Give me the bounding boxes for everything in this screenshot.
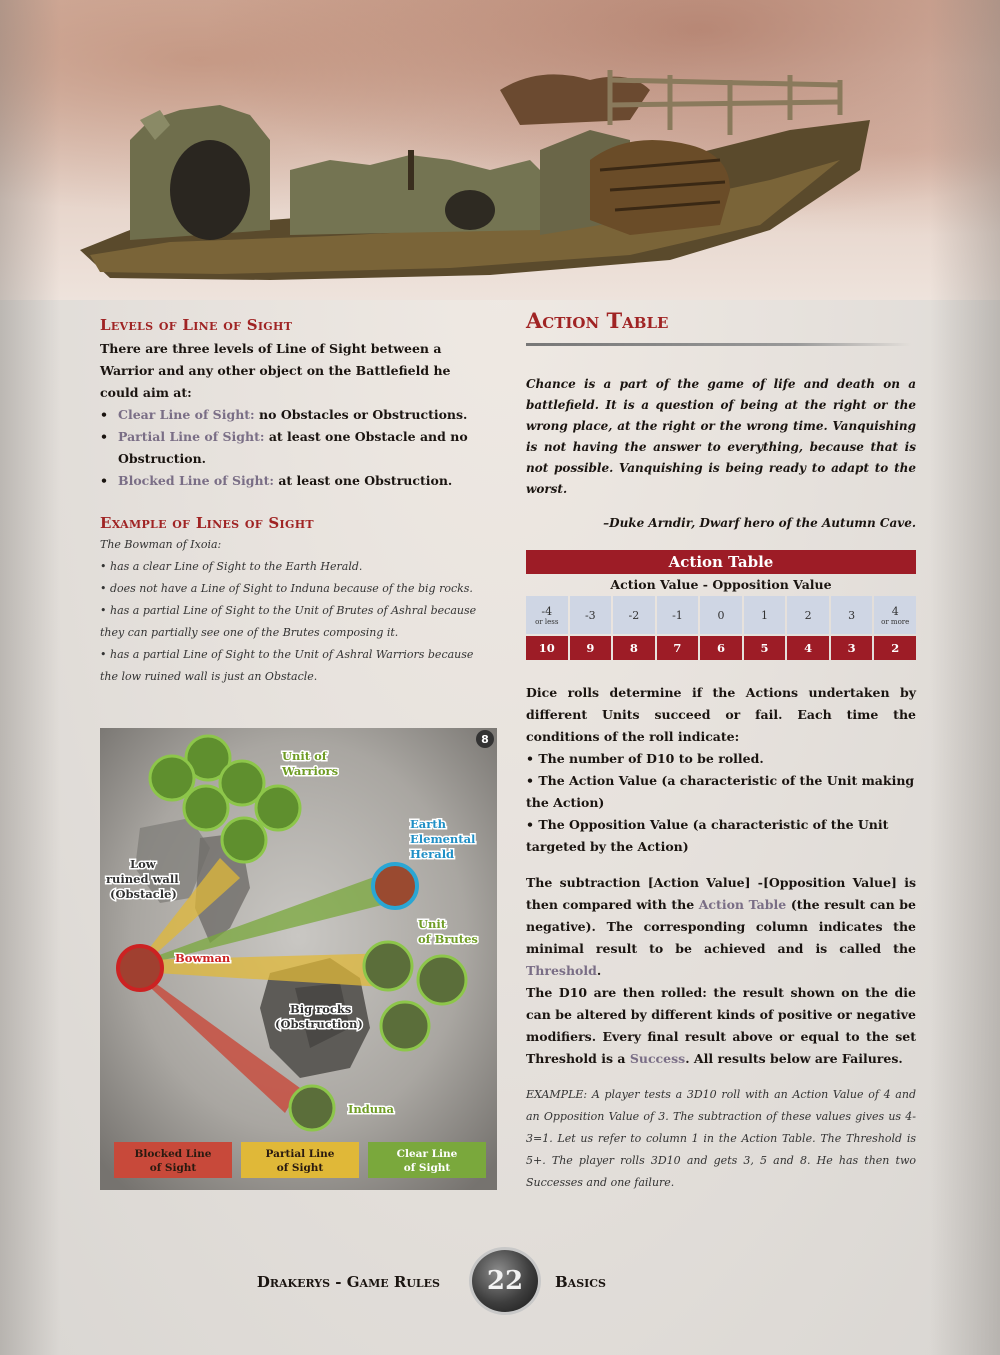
example-line: The Bowman of Ixoia: <box>100 538 222 551</box>
bullet-text: no Obstacles or Obstructions. <box>259 407 468 422</box>
page-number: 22 <box>486 1266 524 1296</box>
example-list <box>100 534 490 688</box>
diff-cell <box>744 596 786 634</box>
label-herald-2: Elemental <box>410 832 476 846</box>
diff-cell <box>613 596 655 634</box>
herald-token <box>373 864 417 908</box>
quote-source: –Duke Arndir, Dwarf hero of the Autumn Cave. <box>603 516 916 530</box>
diff-value: -1 <box>672 608 683 622</box>
label-big-rocks-2: (Obstruction) <box>275 1017 363 1031</box>
threshold-link: Threshold <box>526 963 597 978</box>
example-paragraph: EXAMPLE: A player tests a 3D10 roll with an Action Value of 4 and an Opposition Value of 3. The subtraction of these values gives us 4-3=1. Let us refer to column 1 in the Action Table. The Threshold is 5+. The player rolls 3D10 and gets 3, 5 and 8. He has then two Successes and one failure. <box>526 1088 916 1189</box>
threshold-cell: 10 <box>526 636 568 660</box>
map-figure <box>100 728 497 1190</box>
page-number-badge <box>469 1247 541 1315</box>
bullet-term: Clear Line of Sight: <box>118 407 255 422</box>
legend-clear-1: Clear Line <box>396 1148 458 1160</box>
diff-cell <box>787 596 829 634</box>
levels-list-item <box>100 404 490 426</box>
legend-clear-2: of Sight <box>403 1162 451 1174</box>
bullet-dot: • <box>100 407 108 422</box>
diff-cell <box>831 596 873 634</box>
threshold-cell: 3 <box>831 636 873 660</box>
diff-cell <box>526 596 568 634</box>
left-edge-shade <box>0 0 60 1355</box>
threshold-cell: 9 <box>570 636 612 660</box>
roll-paragraph <box>526 982 916 1070</box>
example-line: • has a partial Line of Sight to the Unit of Ashral Warriors because the low ruined wall is just an Obstacle. <box>100 648 474 683</box>
bullet-body <box>118 426 490 470</box>
label-unit-brutes-1: Unit <box>418 917 447 931</box>
bullet-body <box>118 404 467 426</box>
action-table-subheader: Action Value - Opposition Value <box>610 577 832 592</box>
label-big-rocks-1: Big rocks <box>290 1002 352 1016</box>
dice-condition-item: • The number of D10 to be rolled. <box>526 751 764 766</box>
threshold-cell: 4 <box>787 636 829 660</box>
levels-list-item <box>100 426 490 470</box>
subtraction-text-a: The subtraction [Action Value] -[Opposition Value] is then compared with the <box>526 875 916 912</box>
diff-value: -4 <box>541 604 553 618</box>
right-column <box>526 308 916 1194</box>
label-unit-warriors-1: Unit of <box>282 749 327 763</box>
bowman-token <box>118 946 162 990</box>
threshold-cell: 7 <box>657 636 699 660</box>
subtraction-paragraph <box>526 872 916 982</box>
legend-partial-2: of Sight <box>276 1162 324 1174</box>
diff-cell <box>657 596 699 634</box>
legend-blocked-2: of Sight <box>149 1162 197 1174</box>
subtraction-text-c: . <box>596 963 602 978</box>
levels-list-item <box>100 470 490 492</box>
roll-text-b: . All results below are Failures. <box>685 1051 903 1066</box>
ruins-illustration <box>70 50 930 290</box>
corner-badge-label: 8 <box>481 733 489 746</box>
heading-levels: Levels of Line of Sight <box>100 316 293 334</box>
left-column <box>100 316 490 688</box>
threshold-cell: 2 <box>874 636 916 660</box>
action-table-link: Action Table <box>698 897 787 912</box>
diff-value: -2 <box>628 608 640 622</box>
dice-condition-item: • The Action Value (a characteristic of the Unit making the Action) <box>526 773 915 810</box>
threshold-cell: 6 <box>700 636 742 660</box>
diff-cell <box>570 596 612 634</box>
levels-list <box>100 404 490 492</box>
label-low-wall-3: (Obstacle) <box>110 887 177 901</box>
action-table-diff-row <box>526 596 916 634</box>
action-table-header: Action Table <box>526 550 916 574</box>
page-footer <box>0 1247 1000 1317</box>
action-table <box>526 550 916 660</box>
label-unit-brutes-2: of Brutes <box>418 932 478 946</box>
diff-qualifier: or less <box>535 617 559 626</box>
success-term: Success <box>629 1051 686 1066</box>
label-bowman: Bowman <box>175 951 231 965</box>
bullet-text: at least one Obstacle and no Obstruction. <box>118 429 468 466</box>
title-rule <box>526 343 911 346</box>
bullet-text: at least one Obstruction. <box>278 473 453 488</box>
example-line: • has a partial Line of Sight to the Unit of Brutes of Ashral because they can partially see one of the Brutes composing it. <box>100 604 477 639</box>
diff-value: -3 <box>584 608 596 622</box>
heading-example: Example of Lines of Sight <box>100 514 314 532</box>
label-induna: Induna <box>348 1102 394 1116</box>
label-herald-3: Herald <box>410 847 455 861</box>
threshold-cell: 8 <box>613 636 655 660</box>
action-table-threshold-row <box>526 636 916 660</box>
levels-intro: There are three levels of Line of Sight between a Warrior and any other object on the Battlefield he could aim at: <box>100 341 451 400</box>
diff-cell <box>700 596 742 634</box>
label-unit-warriors-2: Warriors <box>282 764 339 778</box>
map-legend <box>114 1142 486 1178</box>
bullet-term: Blocked Line of Sight: <box>118 473 274 488</box>
footer-section: Basics <box>555 1273 607 1291</box>
dice-paragraph: Dice rolls determine if the Actions undertaken by different Units succeed or fail. Each time the conditions of the roll indicate: <box>526 685 916 744</box>
line-of-sight-map <box>100 728 497 1190</box>
diff-value: 2 <box>804 608 812 622</box>
bullet-term: Partial Line of Sight: <box>118 429 265 444</box>
legend-blocked-1: Blocked Line <box>134 1148 212 1160</box>
right-edge-shade <box>930 0 1000 1355</box>
action-table-title: Action Table <box>526 308 669 333</box>
bullet-dot: • <box>100 429 108 444</box>
example-line: • has a clear Line of Sight to the Earth Herald. <box>100 560 363 573</box>
legend-partial-1: Partial Line <box>265 1148 335 1160</box>
induna-token <box>290 1086 334 1130</box>
footer-book-title: Drakerys - Game Rules <box>256 1273 440 1291</box>
example-line: • does not have a Line of Sight to Induna because of the big rocks. <box>100 582 473 595</box>
label-herald-1: Earth <box>410 817 446 831</box>
threshold-cell: 5 <box>744 636 786 660</box>
bullet-body <box>118 470 452 492</box>
diff-value: 3 <box>848 608 856 622</box>
quote-text: Chance is a part of the game of life and death on a battlefield. It is a question of being at the right or the wrong place, at the right or the wrong time. Vanquishing is not having the answer to everything, because that is not possible. Vanquishing is being ready to adapt to the worst. <box>526 377 916 496</box>
roll-text-a: The D10 are then rolled: the result shown on the die can be altered by different kinds of positive or negative modifiers. Every final result above or equal to the set Threshold is a <box>526 985 916 1066</box>
diff-value: 1 <box>761 608 769 622</box>
label-low-wall-1: Low <box>130 857 156 871</box>
diff-value: 4 <box>891 604 899 618</box>
subtraction-text-b: (the result can be negative). The corresponding column indicates the minimal result to be achieved and is called the <box>526 897 916 956</box>
dice-conditions-list <box>526 748 916 858</box>
label-low-wall-2: ruined wall <box>106 872 179 886</box>
diff-cell <box>874 596 916 634</box>
diff-qualifier: or more <box>881 617 910 626</box>
dice-condition-item: • The Opposition Value (a characteristic of the Unit targeted by the Action) <box>526 817 889 854</box>
diff-value: 0 <box>717 608 725 622</box>
bullet-dot: • <box>100 473 108 488</box>
